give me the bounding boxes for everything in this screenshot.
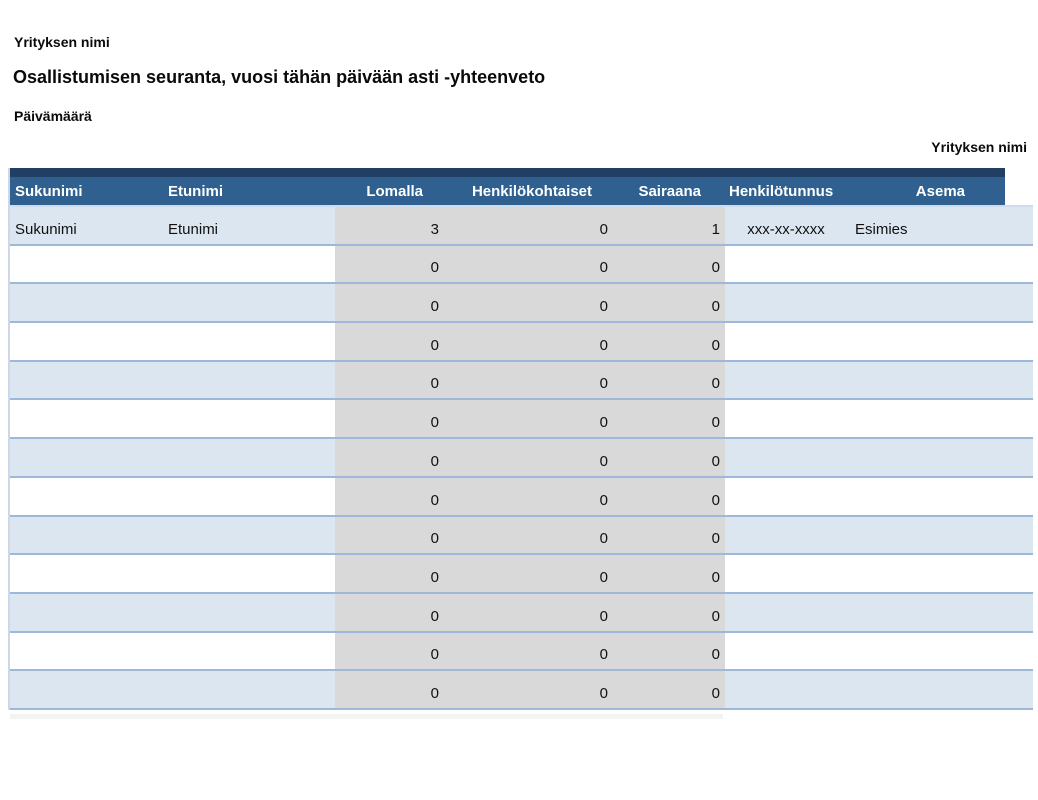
cell-sukunimi[interactable] (10, 594, 162, 631)
cell-stub (1005, 362, 1033, 399)
cell-asema[interactable] (847, 400, 1005, 437)
cell-henkilotunnus[interactable] (725, 594, 847, 631)
header-cell-lomalla[interactable]: Lomalla (335, 168, 447, 205)
cell-henkilokohtaiset[interactable]: 0 (447, 555, 616, 592)
cell-lomalla[interactable]: 0 (335, 633, 447, 670)
cell-etunimi[interactable] (162, 594, 335, 631)
cell-asema[interactable] (847, 517, 1005, 554)
cell-asema[interactable]: Esimies (847, 207, 1005, 244)
cell-stub (1005, 284, 1033, 321)
cell-sukunimi[interactable] (10, 517, 162, 554)
cell-etunimi[interactable] (162, 284, 335, 321)
cell-henkilokohtaiset[interactable]: 0 (447, 362, 616, 399)
cell-etunimi[interactable] (162, 517, 335, 554)
cell-henkilotunnus[interactable] (725, 362, 847, 399)
cell-henkilokohtaiset[interactable]: 0 (447, 594, 616, 631)
cell-etunimi[interactable] (162, 671, 335, 708)
table-row (10, 362, 1033, 401)
cell-asema[interactable] (847, 439, 1005, 476)
cell-etunimi[interactable] (162, 400, 335, 437)
cell-sairaana[interactable]: 0 (616, 362, 725, 399)
cell-henkilokohtaiset[interactable]: 0 (447, 478, 616, 515)
cell-asema[interactable] (847, 633, 1005, 670)
cell-sukunimi[interactable]: Sukunimi (10, 207, 162, 244)
cell-henkilotunnus[interactable] (725, 246, 847, 283)
cell-asema[interactable] (847, 555, 1005, 592)
cell-sairaana[interactable]: 0 (616, 633, 725, 670)
cell-stub (1005, 207, 1033, 244)
partial-row-artifact (10, 714, 723, 719)
table-row (10, 284, 1033, 323)
cell-sukunimi[interactable] (10, 246, 162, 283)
cell-stub (1005, 246, 1033, 283)
table-row (10, 594, 1033, 633)
cell-sukunimi[interactable] (10, 439, 162, 476)
cell-lomalla[interactable]: 0 (335, 284, 447, 321)
cell-asema[interactable] (847, 671, 1005, 708)
cell-etunimi[interactable]: Etunimi (162, 207, 335, 244)
cell-stub (1005, 594, 1033, 631)
header-cell-stub (1005, 168, 1033, 205)
table-row (10, 207, 1033, 246)
attendance-table (8, 168, 1033, 710)
cell-sairaana[interactable]: 0 (616, 671, 725, 708)
cell-henkilokohtaiset[interactable]: 0 (447, 671, 616, 708)
cell-etunimi[interactable] (162, 362, 335, 399)
cell-sukunimi[interactable] (10, 323, 162, 360)
cell-sairaana[interactable]: 0 (616, 246, 725, 283)
header-cell-henkilokohtaiset[interactable]: Henkilökohtaiset (447, 168, 616, 205)
header-cell-sukunimi[interactable]: Sukunimi (10, 168, 162, 205)
table-body (10, 207, 1033, 710)
header-cell-henkilotunnus[interactable]: Henkilötunnus (725, 168, 847, 205)
page-title: Osallistumisen seuranta, vuosi tähän päivään asti -yhteenveto (13, 67, 546, 87)
cell-etunimi[interactable] (162, 246, 335, 283)
cell-sairaana[interactable]: 0 (616, 323, 725, 360)
cell-stub (1005, 633, 1033, 670)
cell-lomalla[interactable]: 3 (335, 207, 447, 244)
cell-sukunimi[interactable] (10, 284, 162, 321)
cell-sairaana[interactable]: 1 (616, 207, 725, 244)
cell-sukunimi[interactable] (10, 633, 162, 670)
table-row (10, 633, 1033, 672)
header-cell-asema[interactable]: Asema (847, 168, 1005, 205)
table-header-row (10, 168, 1033, 207)
cell-sairaana[interactable]: 0 (616, 517, 725, 554)
cell-stub (1005, 671, 1033, 708)
cell-henkilotunnus[interactable] (725, 517, 847, 554)
cell-sairaana[interactable]: 0 (616, 478, 725, 515)
table-row (10, 400, 1033, 439)
table-row (10, 323, 1033, 362)
cell-asema[interactable] (847, 284, 1005, 321)
cell-henkilokohtaiset[interactable]: 0 (447, 284, 616, 321)
cell-henkilotunnus[interactable] (725, 400, 847, 437)
cell-lomalla[interactable]: 0 (335, 362, 447, 399)
cell-henkilotunnus[interactable] (725, 555, 847, 592)
cell-etunimi[interactable] (162, 439, 335, 476)
cell-lomalla[interactable]: 0 (335, 517, 447, 554)
cell-stub (1005, 439, 1033, 476)
cell-sairaana[interactable]: 0 (616, 284, 725, 321)
cell-stub (1005, 517, 1033, 554)
cell-henkilotunnus[interactable] (725, 284, 847, 321)
cell-stub (1005, 400, 1033, 437)
table-row (10, 671, 1033, 710)
cell-sukunimi[interactable] (10, 362, 162, 399)
cell-asema[interactable] (847, 594, 1005, 631)
cell-sairaana[interactable]: 0 (616, 400, 725, 437)
cell-lomalla[interactable]: 0 (335, 323, 447, 360)
header-cell-sairaana[interactable]: Sairaana (616, 168, 725, 205)
table-row (10, 478, 1033, 517)
cell-henkilokohtaiset[interactable]: 0 (447, 246, 616, 283)
cell-asema[interactable] (847, 478, 1005, 515)
cell-henkilokohtaiset[interactable]: 0 (447, 323, 616, 360)
cell-etunimi[interactable] (162, 478, 335, 515)
cell-lomalla[interactable]: 0 (335, 246, 447, 283)
cell-lomalla[interactable]: 0 (335, 439, 447, 476)
cell-sairaana[interactable]: 0 (616, 594, 725, 631)
cell-henkilokohtaiset[interactable]: 0 (447, 517, 616, 554)
cell-henkilotunnus[interactable] (725, 671, 847, 708)
cell-sukunimi[interactable] (10, 671, 162, 708)
company-name-right-label: Yrityksen nimi (931, 139, 1027, 155)
cell-henkilotunnus[interactable] (725, 439, 847, 476)
table-row (10, 246, 1033, 285)
cell-henkilokohtaiset[interactable]: 0 (447, 633, 616, 670)
cell-stub (1005, 478, 1033, 515)
cell-asema[interactable] (847, 246, 1005, 283)
cell-henkilotunnus[interactable] (725, 633, 847, 670)
cell-henkilotunnus[interactable] (725, 323, 847, 360)
cell-lomalla[interactable]: 0 (335, 478, 447, 515)
table-row (10, 439, 1033, 478)
table-row (10, 517, 1033, 556)
date-label: Päivämäärä (14, 108, 92, 124)
company-name-label: Yrityksen nimi (14, 34, 110, 50)
cell-etunimi[interactable] (162, 633, 335, 670)
cell-asema[interactable] (847, 323, 1005, 360)
header-cell-etunimi[interactable]: Etunimi (162, 168, 335, 205)
table-row (10, 555, 1033, 594)
cell-sairaana[interactable]: 0 (616, 439, 725, 476)
cell-henkilokohtaiset[interactable]: 0 (447, 439, 616, 476)
cell-stub (1005, 555, 1033, 592)
cell-henkilokohtaiset[interactable]: 0 (447, 400, 616, 437)
cell-sukunimi[interactable] (10, 478, 162, 515)
cell-henkilotunnus[interactable] (725, 478, 847, 515)
cell-lomalla[interactable]: 0 (335, 594, 447, 631)
cell-asema[interactable] (847, 362, 1005, 399)
cell-henkilotunnus[interactable]: xxx-xx-xxxx (725, 207, 847, 244)
cell-sukunimi[interactable] (10, 555, 162, 592)
cell-lomalla[interactable]: 0 (335, 400, 447, 437)
cell-henkilokohtaiset[interactable]: 0 (447, 207, 616, 244)
cell-sairaana[interactable]: 0 (616, 555, 725, 592)
cell-sukunimi[interactable] (10, 400, 162, 437)
cell-stub (1005, 323, 1033, 360)
cell-lomalla[interactable]: 0 (335, 555, 447, 592)
cell-lomalla[interactable]: 0 (335, 671, 447, 708)
cell-etunimi[interactable] (162, 555, 335, 592)
cell-etunimi[interactable] (162, 323, 335, 360)
